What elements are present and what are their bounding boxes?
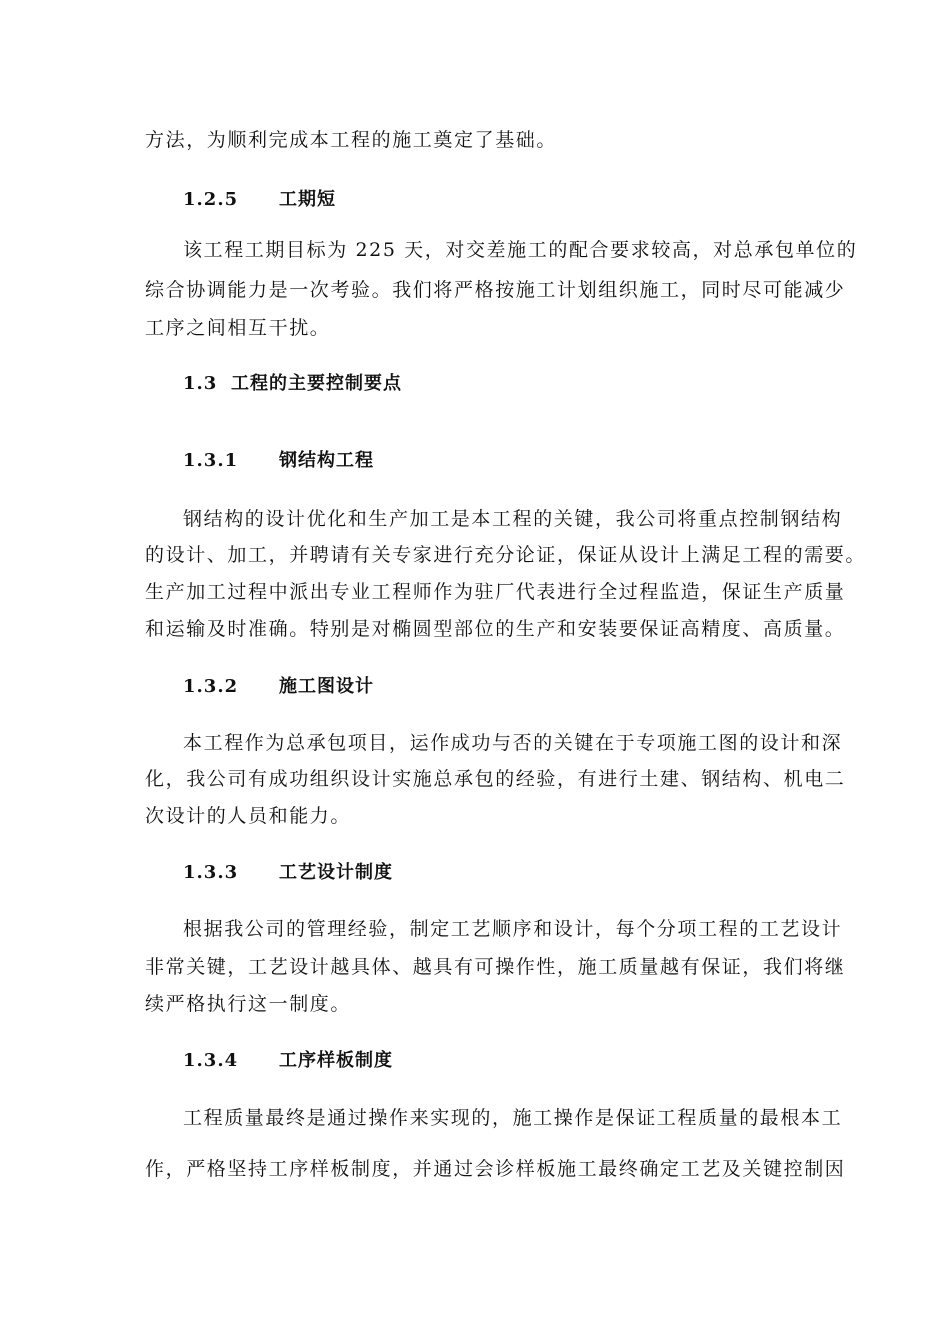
section-heading-1-3-1 bbox=[183, 449, 374, 473]
paragraph-line: 根据我公司的管理经验，制定工艺顺序和设计，每个分项工程的工艺设计 bbox=[183, 918, 843, 940]
section-title: 工艺设计制度 bbox=[279, 862, 393, 883]
section-number: 1.3.1 bbox=[183, 450, 239, 471]
paragraph-line: 该工程工期目标为 225 天，对交差施工的配合要求较高，对总承包单位的 bbox=[183, 239, 858, 261]
section-heading-1-3-3 bbox=[183, 861, 393, 885]
section-title: 施工图设计 bbox=[279, 676, 374, 697]
section-number: 1.3.2 bbox=[183, 676, 239, 697]
paragraph-line: 工序之间相互干扰。 bbox=[145, 317, 331, 339]
section-heading-1-3 bbox=[183, 372, 402, 396]
paragraph-line: 本工程作为总承包项目，运作成功与否的关键在于专项施工图的设计和深 bbox=[183, 732, 843, 754]
paragraph-line: 综合协调能力是一次考验。我们将严格按施工计划组织施工，同时尽可能减少 bbox=[145, 279, 846, 301]
section-number: 1.2.5 bbox=[183, 189, 239, 210]
paragraph-line: 化，我公司有成功组织设计实施总承包的经验，有进行土建、钢结构、机电二 bbox=[145, 768, 846, 790]
section-title: 工期短 bbox=[279, 189, 336, 210]
paragraph-line: 和运输及时准确。特别是对椭圆型部位的生产和安装要保证高精度、高质量。 bbox=[145, 618, 846, 640]
paragraph-line: 次设计的人员和能力。 bbox=[145, 805, 352, 827]
paragraph-line: 方法，为顺利完成本工程的施工奠定了基础。 bbox=[145, 129, 558, 151]
paragraph-line: 的设计、加工，并聘请有关专家进行充分论证，保证从设计上满足工程的需要。 bbox=[145, 544, 867, 566]
paragraph-line: 非常关键，工艺设计越具体、越具有可操作性，施工质量越有保证，我们将继 bbox=[145, 956, 846, 978]
section-heading-1-3-2 bbox=[183, 675, 374, 699]
section-title: 工序样板制度 bbox=[279, 1050, 393, 1071]
paragraph-line: 工程质量最终是通过操作来实现的，施工操作是保证工程质量的最根本工 bbox=[183, 1107, 843, 1129]
paragraph-line: 续严格执行这一制度。 bbox=[145, 993, 352, 1015]
section-number: 1.3.3 bbox=[183, 862, 239, 883]
section-title: 工程的主要控制要点 bbox=[231, 373, 402, 394]
section-number: 1.3 bbox=[183, 373, 218, 394]
section-heading-1-2-5 bbox=[183, 188, 336, 212]
paragraph-line: 作，严格坚持工序样板制度，并通过会诊样板施工最终确定工艺及关键控制因 bbox=[145, 1158, 846, 1180]
paragraph-line: 生产加工过程中派出专业工程师作为驻厂代表进行全过程监造，保证生产质量 bbox=[145, 581, 846, 603]
section-title: 钢结构工程 bbox=[279, 450, 374, 471]
section-heading-1-3-4 bbox=[183, 1049, 393, 1073]
paragraph-line: 钢结构的设计优化和生产加工是本工程的关键，我公司将重点控制钢结构 bbox=[183, 508, 843, 530]
section-number: 1.3.4 bbox=[183, 1050, 239, 1071]
